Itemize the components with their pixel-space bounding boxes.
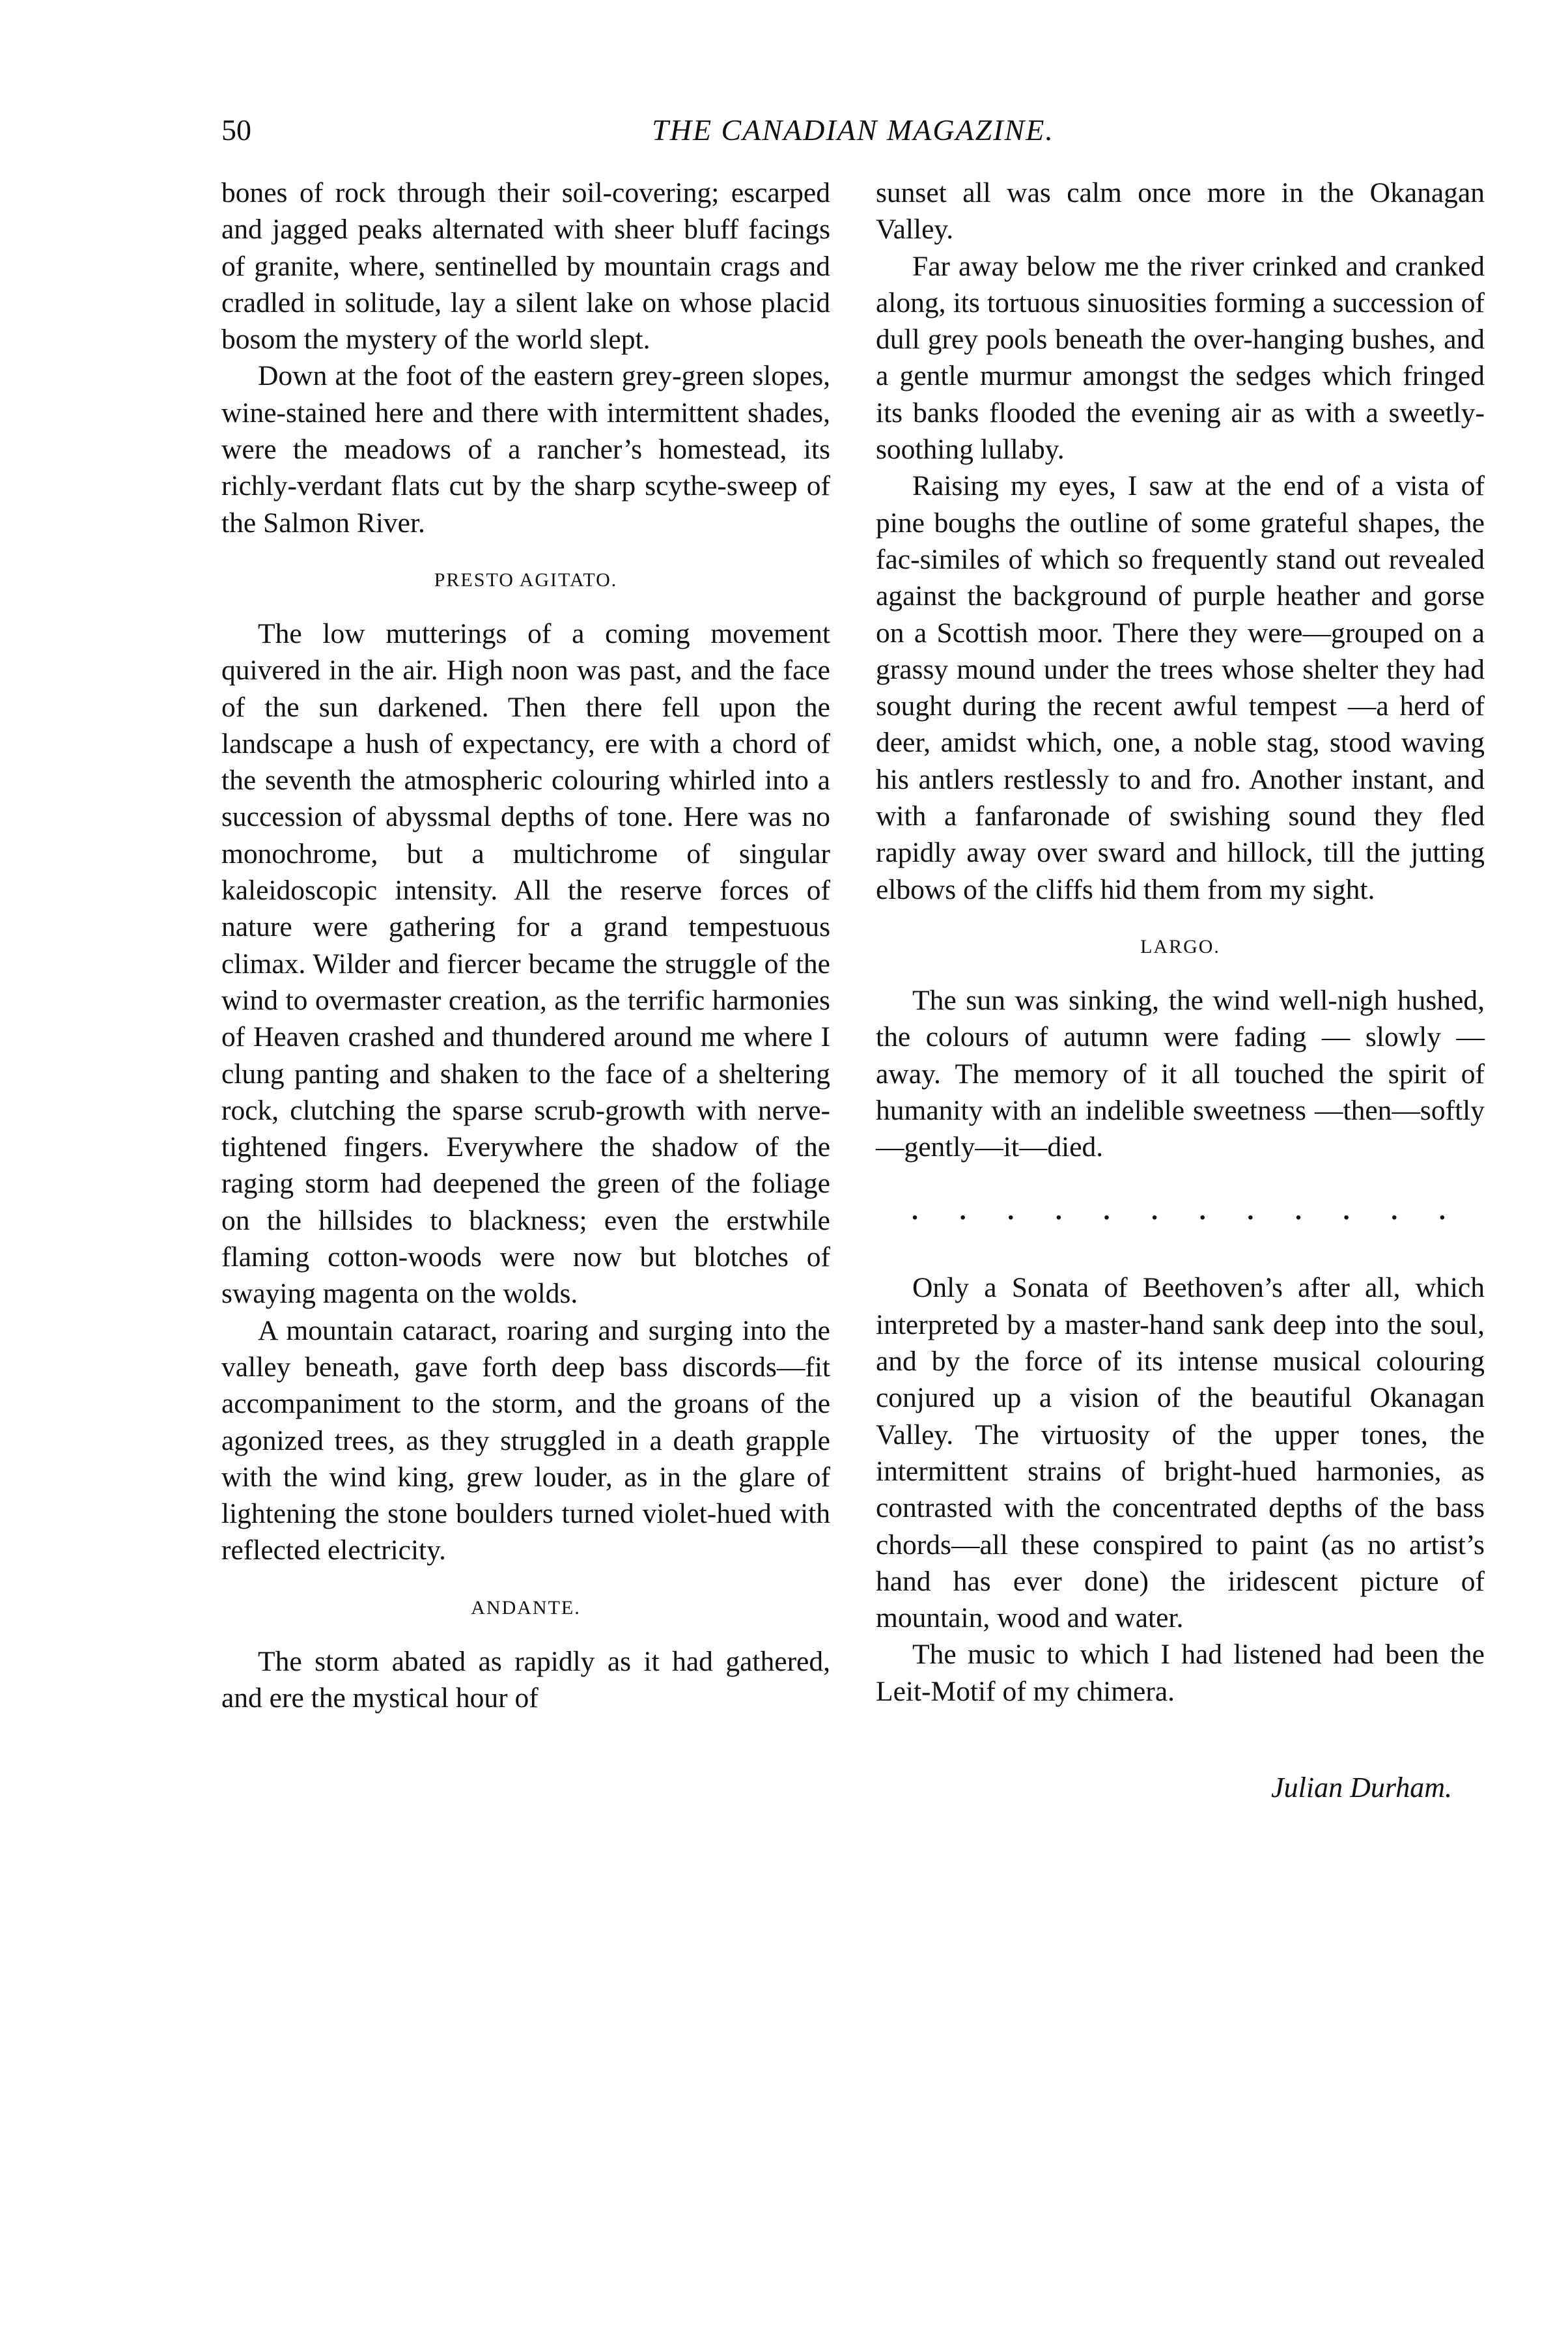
right-column: [876, 175, 1485, 1806]
paragraph: The low mutterings of a coming movement quivered in the air. High noon was past, and the face of the sun darkened. Then there fell upon the landscape a hush of expectancy, ere with a chord of the seventh the atmospheric colouring whirled into a succession of abyssmal depths of tone. Here was no monochrome, but a multichrome of singular kaleidoscopic intensity. All the reserve forces of nature were gathering for a grand tempestuous climax. Wilder and fiercer became the struggle of the wind to overmaster creation, as the terrific harmonies of Heaven crashed and thundered around me where I clung panting and shaken to the face of a sheltering rock, clutching the sparse scrub-growth with nerve-tightened fingers. Everywhere the shadow of the raging storm had deepened the green of the foliage on the hillsides to blackness; even the erstwhile flaming cotton-woods were now but blotches of swaying magenta on the wolds.: [221, 617, 830, 1310]
section-heading-largo: LARGO.: [1140, 935, 1220, 957]
section-heading-andante: ANDANTE.: [471, 1596, 581, 1619]
separator-dot: .: [1247, 1196, 1254, 1226]
separator-dot: .: [1438, 1196, 1446, 1226]
separator-dot: .: [1199, 1196, 1206, 1226]
ellipsis-separator: [876, 1198, 1485, 1224]
separator-dot: .: [912, 1196, 918, 1226]
separator-dot: .: [1391, 1196, 1398, 1226]
separator-dot: .: [1295, 1196, 1302, 1226]
separator-dot: .: [1055, 1196, 1062, 1226]
paragraph: The storm abated as rapidly as it had gathered, and ere the mystical hour of: [221, 1645, 830, 1714]
paragraph: sunset all was calm once more in the Okanagan Valley.: [876, 177, 1485, 246]
paragraph: Raising my eyes, I saw at the end of a vista of pine boughs the outline of some grateful shapes, the fac-similes of which so frequently stand out revealed against the background of purple heather and gorse on a Scottish moor. There they were—grouped on a grassy mound under the trees whose shelter they had sought during the recent awful tempest —a herd of deer, amidst which, one, a noble stag, stood waving his antlers restlessly to and fro. Another instant, and with a fanfaronade of swishing sound they fled rapidly away over sward and hillock, till the jutting elbows of the cliffs hid them from my sight.: [876, 470, 1485, 905]
left-column: [221, 175, 830, 1716]
page-number: 50: [221, 113, 251, 147]
separator-dot: .: [1007, 1196, 1015, 1226]
paragraph: Only a Sonata of Beethoven’s after all, which interpreted by a master-hand sank deep into the soul, and by the force of its intense musical colouring conjured up a vision of the beautiful Okanagan Valley. The virtuosity of the upper tones, the intermittent strains of bright-hued harmonies, as contrasted with the concentrated depths of the bass chords—all these conspired to paint (as no artist’s hand has ever done) the iridescent picture of mountain, wood and water.: [876, 1272, 1485, 1634]
separator-dot: .: [1151, 1196, 1158, 1226]
paragraph: A mountain cataract, roaring and surging into the valley beneath, gave forth deep bass discords—fit accompaniment to the storm, and the groans of the agonized trees, as they struggled in a death grapple with the wind king, grew louder, as in the glare of lightening the stone boulders turned violet-hued with reflected electricity.: [221, 1314, 830, 1566]
paragraph: Far away below me the river crinked and cranked along, its tortuous sinuosities forming a succession of dull grey pools beneath the over-hanging bushes, and a gentle murmur amongst the sedges which fringed its banks flooded the evening air as with a sweetly-soothing lullaby.: [876, 250, 1485, 466]
paragraph: The sun was sinking, the wind well-nigh hushed, the colours of autumn were fading — slowly — away. The memory of it all touched the spirit of humanity with an indelible sweetness —then—softly—gently—it—died.: [876, 984, 1485, 1163]
separator-dot: .: [959, 1196, 966, 1226]
paragraph: bones of rock through their soil-covering; escarped and jagged peaks alternated with sheer bluff facings of granite, where, sentinelled by mountain crags and cradled in solitude, lay a silent lake on whose placid bosom the mystery of the world slept.: [221, 177, 830, 356]
paragraph: Down at the foot of the eastern grey-green slopes, wine-stained here and there with intermittent shades, were the meadows of a rancher’s homestead, its richly-verdant flats cut by the sharp scythe-sweep of the Salmon River.: [221, 360, 830, 539]
paragraph: The music to which I had listened had been the Leit-Motif of my chimera.: [876, 1639, 1485, 1707]
author-signature: Julian Durham.: [1271, 1771, 1452, 1803]
separator-dot: .: [1343, 1196, 1350, 1226]
separator-dot: .: [1103, 1196, 1110, 1226]
section-heading-presto-agitato: PRESTO AGITATO.: [434, 569, 618, 591]
running-title: THE CANADIAN MAGAZINE.: [652, 113, 1054, 147]
